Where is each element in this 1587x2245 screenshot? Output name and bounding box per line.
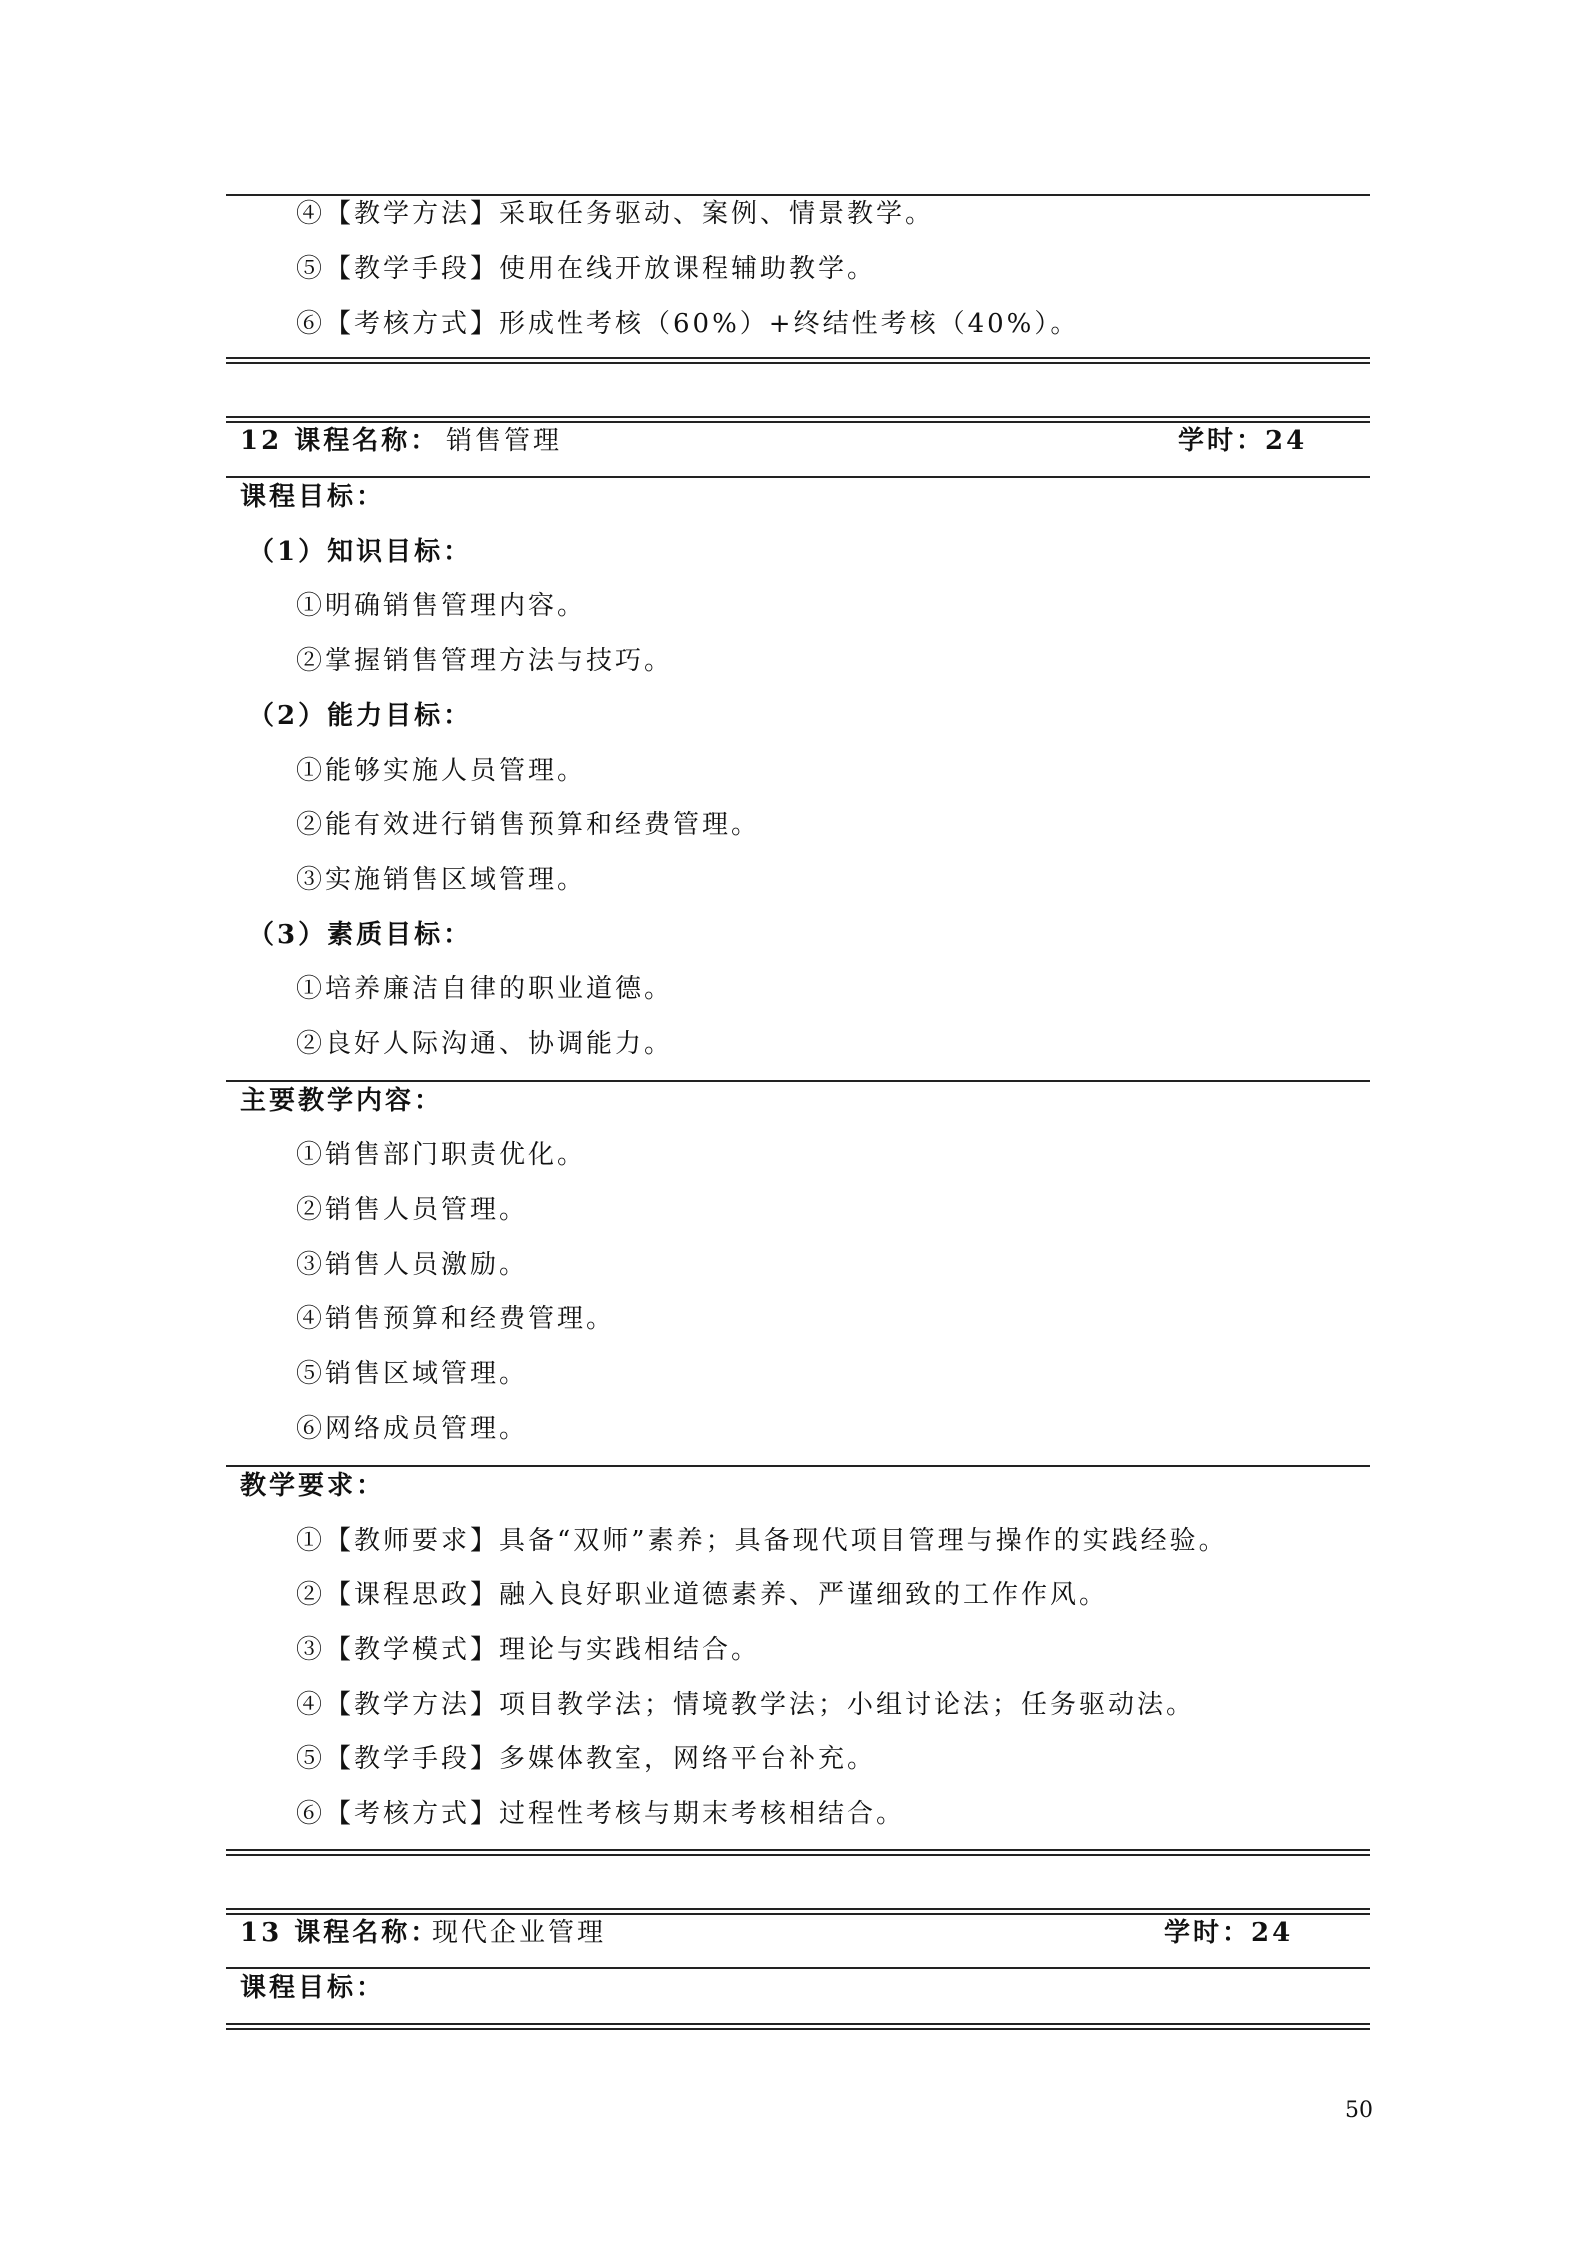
list-item: ②掌握销售管理方法与技巧。: [296, 646, 674, 676]
list-item: ③【教学模式】理论与实践相结合。: [296, 1635, 761, 1665]
knowledge-title: （1）知识目标：: [248, 537, 473, 567]
list-item: ①【教师要求】具备“双师”素养；具备现代项目管理与操作的实践经验。: [296, 1526, 1228, 1556]
top-rule: [226, 194, 1370, 196]
page-number: 50: [1345, 2098, 1373, 2123]
goals-title: 课程目标：: [240, 482, 386, 512]
list-item: ①能够实施人员管理。: [296, 756, 587, 786]
course-hours: 学时：24: [1178, 426, 1308, 456]
section-end-rule: [226, 1849, 1370, 1856]
requirements-title: 教学要求：: [240, 1471, 386, 1501]
list-item: ②良好人际沟通、协调能力。: [296, 1029, 674, 1059]
course-header-top-rule: [226, 416, 1370, 423]
list-item: ④【教学方法】项目教学法；情境教学法；小组讨论法；任务驱动法。: [296, 1690, 1196, 1720]
goals-title: 课程目标：: [240, 1973, 386, 2003]
course-number-label: 13 课程名称：: [240, 1918, 440, 1948]
prev-item: ⑥【考核方式】形成性考核（60%）+终结性考核（40%）。: [296, 309, 1080, 339]
list-item: ②能有效进行销售预算和经费管理。: [296, 810, 761, 840]
prev-item: ⑤【教学手段】使用在线开放课程辅助教学。: [296, 254, 877, 284]
course-hours: 学时：24: [1164, 1918, 1294, 1948]
row-rule: [226, 476, 1370, 478]
course-header-top-rule: [226, 1908, 1370, 1915]
prev-item: ④【教学方法】采取任务驱动、案例、情景教学。: [296, 199, 935, 229]
list-item: ④销售预算和经费管理。: [296, 1304, 616, 1334]
list-item: ⑥网络成员管理。: [296, 1414, 529, 1444]
course-name: 现代企业管理: [432, 1918, 607, 1948]
list-item: ③销售人员激励。: [296, 1250, 529, 1280]
list-item: ②【课程思政】融入良好职业道德素养、严谨细致的工作作风。: [296, 1580, 1109, 1610]
section-end-rule: [226, 2023, 1370, 2030]
list-item: ⑤销售区域管理。: [296, 1359, 529, 1389]
course-name: 销售管理: [446, 426, 563, 456]
list-item: ①明确销售管理内容。: [296, 591, 587, 621]
ability-title: （2）能力目标：: [248, 701, 473, 731]
list-item: ⑤【教学手段】多媒体教室，网络平台补充。: [296, 1744, 877, 1774]
list-item: ②销售人员管理。: [296, 1195, 529, 1225]
quality-title: （3）素质目标：: [248, 920, 473, 950]
list-item: ①销售部门职责优化。: [296, 1140, 587, 1170]
list-item: ⑥【考核方式】过程性考核与期末考核相结合。: [296, 1799, 906, 1829]
row-rule: [226, 1080, 1370, 1082]
list-item: ③实施销售区域管理。: [296, 865, 587, 895]
row-rule: [226, 1465, 1370, 1467]
course-number-label: 12 课程名称：: [240, 426, 440, 456]
content-title: 主要教学内容：: [240, 1086, 444, 1116]
row-rule: [226, 1967, 1370, 1969]
list-item: ①培养廉洁自律的职业道德。: [296, 974, 674, 1004]
section-end-rule: [226, 357, 1370, 364]
